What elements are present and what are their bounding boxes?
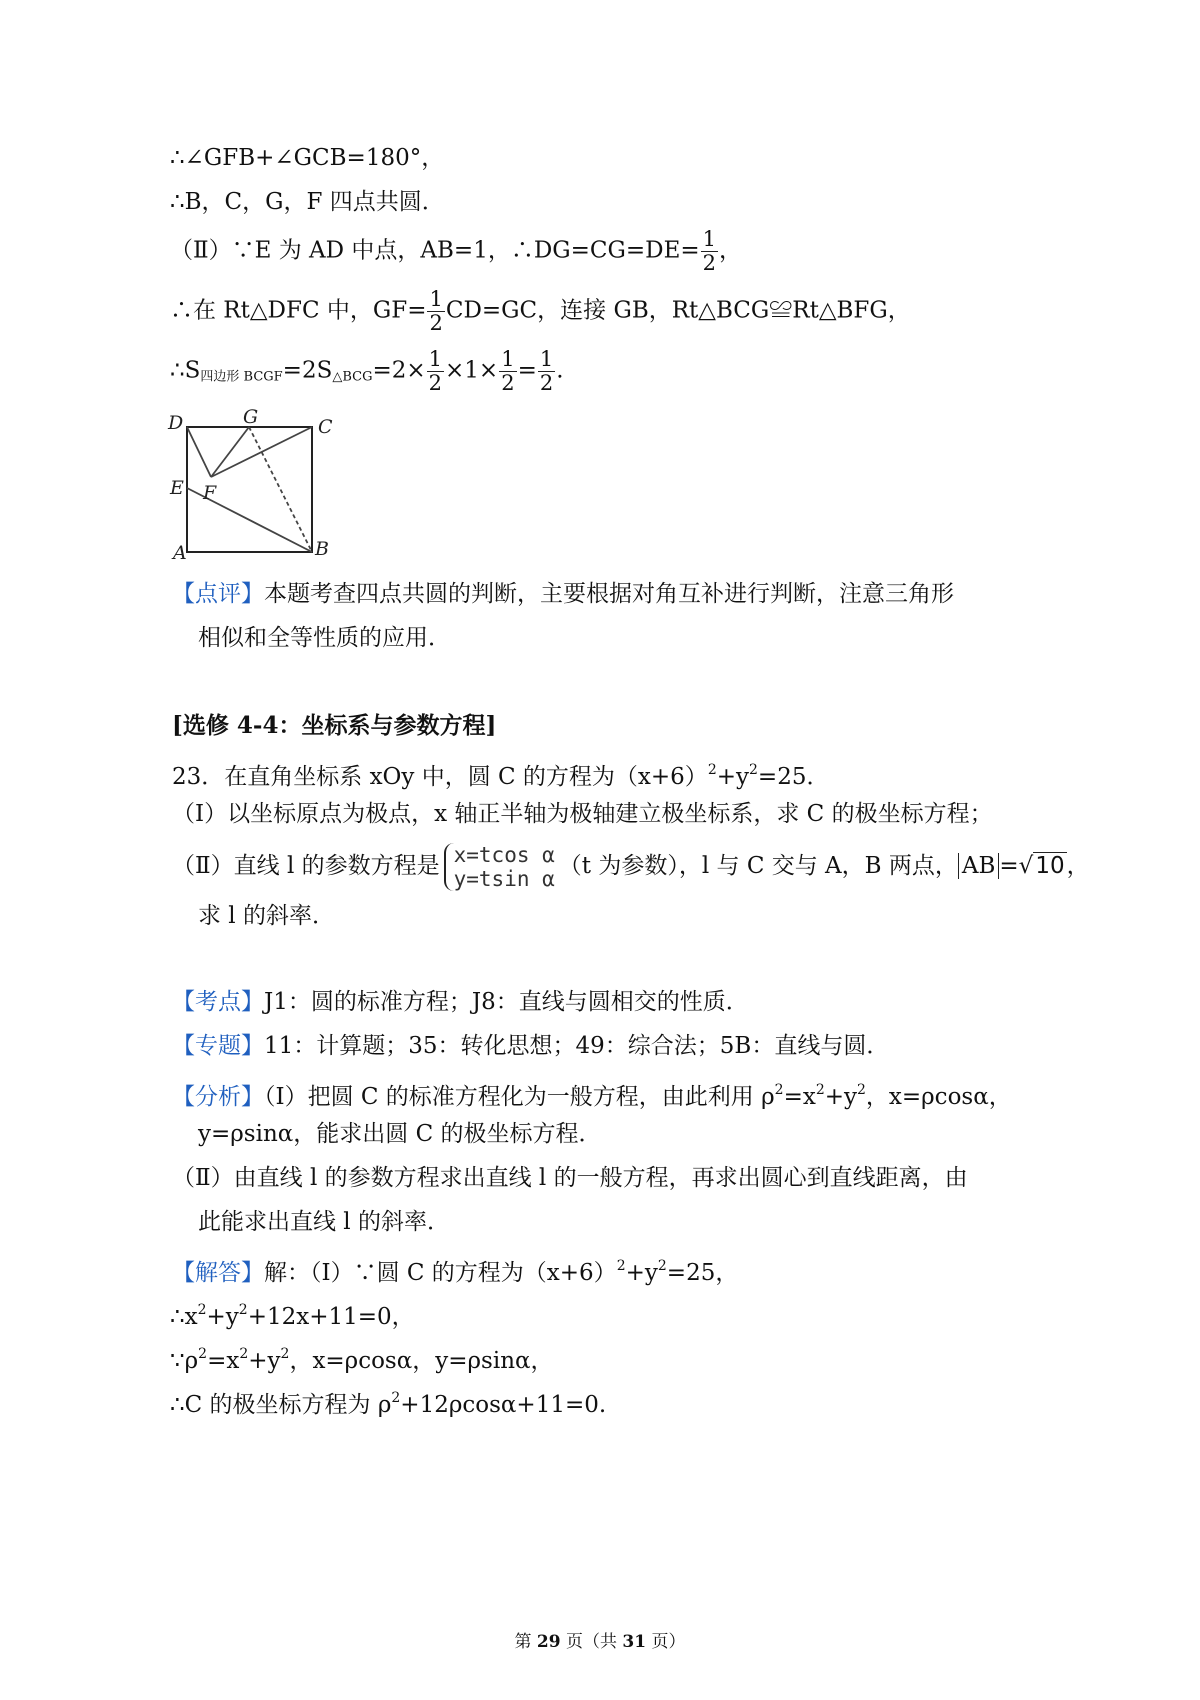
segment-df (187, 427, 211, 477)
numerator: 1 (428, 347, 443, 371)
jieda-line-3 (170, 1339, 554, 1376)
proof-line-3 (170, 228, 742, 275)
problem-part-2 (172, 843, 1090, 891)
label-g: G (243, 406, 259, 428)
equals-2s: =2S (282, 357, 333, 384)
jieda-end: +12x+11=0， (247, 1304, 415, 1330)
superscript: 2 (749, 762, 758, 778)
equation-y: y=tsin α (453, 867, 555, 891)
problem-text-mid: +y (716, 764, 749, 790)
equals-sign: = (517, 357, 537, 384)
problem-text: 23．在直角坐标系 xOy 中，圆 C 的方程为（x+6） (172, 764, 708, 790)
superscript: 2 (198, 1346, 208, 1362)
proof-line-1: ∴∠GFB+∠GCB=180°， (170, 145, 445, 171)
footer-text: 页（共 (560, 1632, 623, 1652)
jieda-end: ，x=ρcosα，y=ρsinα， (289, 1348, 554, 1374)
jieda-text: ∴C 的极坐标方程为 ρ (170, 1392, 392, 1418)
jieda-line-4 (170, 1383, 606, 1420)
area-symbol: ∴S (170, 357, 201, 384)
jieda-mid: +y (625, 1260, 658, 1286)
fraction (427, 288, 444, 335)
jieda-line-2 (170, 1295, 415, 1332)
kaodian-text: J1：圆的标准方程；J8：直线与圆相交的性质． (264, 989, 749, 1015)
kaodian-tag: 【考点】 (172, 989, 264, 1015)
proof-line-4 (170, 288, 911, 335)
label-e: E (170, 477, 184, 499)
problem-part-1: （Ⅰ）以坐标原点为极点，x 轴正半轴为极轴建立极坐标系，求 C 的极坐标方程； (172, 801, 993, 827)
segment-gf (211, 427, 249, 477)
fenxi-end: ，x=ρcosα， (865, 1084, 1012, 1110)
fraction (701, 228, 718, 275)
proof-line-4-rest: CD=GC，连接 GB，Rt△BCG≌Rt△BFG， (445, 297, 911, 324)
jieda-plus: +y (248, 1348, 281, 1374)
numerator: 1 (501, 347, 515, 371)
problem-text-end: =25． (757, 764, 830, 790)
zhuanti-text: 11：计算题；35：转化思想；49：综合法；5B：直线与圆． (264, 1033, 890, 1059)
jieda-text: ∴x (170, 1304, 198, 1330)
footer-text: 页） (646, 1632, 686, 1652)
fenxi-line-2: y=ρsinα，能求出圆 C 的极坐标方程． (198, 1121, 602, 1147)
denominator: 2 (429, 311, 443, 335)
label-a: A (173, 542, 187, 564)
fenxi-line-3: （Ⅱ）由直线 l 的参数方程求出直线 l 的一般方程，再求出圆心到直线距离，由 (172, 1165, 968, 1191)
fraction (538, 348, 555, 395)
proof-line-2: ∴B，C，G，F 四点共圆． (170, 189, 445, 215)
denominator: 2 (539, 371, 554, 395)
superscript: 2 (197, 1302, 207, 1318)
proof-line-3-text: （Ⅱ）∵E 为 AD 中点，AB=1，∴DG=CG=DE= (170, 237, 700, 264)
zhuanti-tag: 【专题】 (172, 1033, 264, 1059)
jieda-eq: =x (207, 1348, 240, 1374)
denominator: 2 (428, 371, 443, 395)
superscript: 2 (707, 762, 717, 778)
numerator: 1 (539, 347, 554, 371)
review-line-2: 相似和全等性质的应用． (198, 625, 451, 651)
superscript: 2 (857, 1082, 866, 1098)
numerator: 1 (429, 287, 443, 311)
part-2-text: （Ⅱ）直线 l 的参数方程是 (172, 853, 440, 879)
segment-cf (211, 427, 312, 477)
label-f: F (203, 482, 217, 504)
problem-part-2-cont: 求 l 的斜率． (198, 903, 335, 929)
kaodian-line (172, 987, 749, 1017)
equation-x: x=tcos α (453, 843, 555, 867)
jieda-tag: 【解答】 (172, 1260, 264, 1286)
page-footer (0, 1627, 1200, 1652)
superscript: 2 (657, 1258, 667, 1274)
geometry-figure (165, 405, 345, 565)
proof-line-4-text: ∴在 Rt△DFC 中，GF= (170, 297, 427, 324)
segment-gb-dashed (249, 427, 312, 552)
superscript: 2 (238, 1302, 248, 1318)
review-tag: 【点评】 (172, 581, 264, 607)
jieda-end: +12ρcosα+11=0. (400, 1392, 607, 1418)
times-2: =2× (372, 357, 426, 384)
equals-sign: = (999, 853, 1019, 879)
review-text-1: 本题考查四点共圆的判断，主要根据对角互补进行判断，注意三角形 (264, 581, 954, 607)
superscript: 2 (391, 1390, 401, 1406)
parametric-equations (444, 843, 555, 891)
footer-text: 第 (514, 1632, 537, 1652)
fraction (427, 348, 444, 395)
fenxi-line-4: 此能求出直线 l 的斜率． (198, 1209, 450, 1235)
fenxi-text: （Ⅰ）把圆 C 的标准方程化为一般方程，由此利用 ρ (264, 1084, 775, 1110)
part-2-end: ， (1066, 853, 1090, 879)
superscript: 2 (239, 1346, 249, 1362)
total-pages: 31 (622, 1632, 647, 1652)
fenxi-tag: 【分析】 (172, 1084, 264, 1110)
denominator: 2 (702, 251, 717, 275)
jieda-text: 解：（Ⅰ）∵圆 C 的方程为（x+6） (264, 1260, 617, 1286)
jieda-end: =25， (666, 1260, 739, 1286)
jieda-text: ∵ρ (170, 1348, 199, 1374)
superscript: 2 (616, 1258, 626, 1274)
fraction (499, 348, 516, 395)
zhuanti-line (172, 1031, 889, 1061)
jieda-mid: +y (206, 1304, 239, 1330)
label-c: C (318, 416, 333, 438)
proof-line-3-end: ， (719, 237, 743, 264)
subscript-quadrilateral: 四边形 BCGF (200, 369, 283, 385)
sqrt-icon: √ (1018, 853, 1034, 879)
fenxi-line-1 (172, 1075, 1012, 1112)
jieda-line-1 (172, 1251, 738, 1288)
part-2-mid: （t 为参数），l 与 C 交与 A，B 两点， (558, 853, 958, 879)
radicand: 10 (1035, 853, 1065, 879)
abs-ab: AB (958, 853, 1000, 879)
proof-line-5 (170, 348, 564, 395)
times-1: ×1× (445, 357, 499, 384)
page-number: 29 (536, 1632, 561, 1652)
fenxi-plus: +y (824, 1084, 857, 1110)
label-d: D (168, 412, 184, 434)
period: . (556, 357, 564, 384)
section-heading: [选修 4-4：坐标系与参数方程] (172, 712, 497, 739)
denominator: 2 (501, 371, 515, 395)
problem-statement (172, 755, 829, 792)
label-b: B (315, 538, 329, 560)
superscript: 2 (280, 1346, 290, 1362)
fenxi-eq: =x (783, 1084, 816, 1110)
subscript-triangle: △BCG (332, 369, 373, 385)
superscript: 2 (774, 1082, 784, 1098)
numerator: 1 (702, 227, 717, 251)
superscript: 2 (815, 1082, 825, 1098)
review-line-1 (172, 579, 954, 609)
